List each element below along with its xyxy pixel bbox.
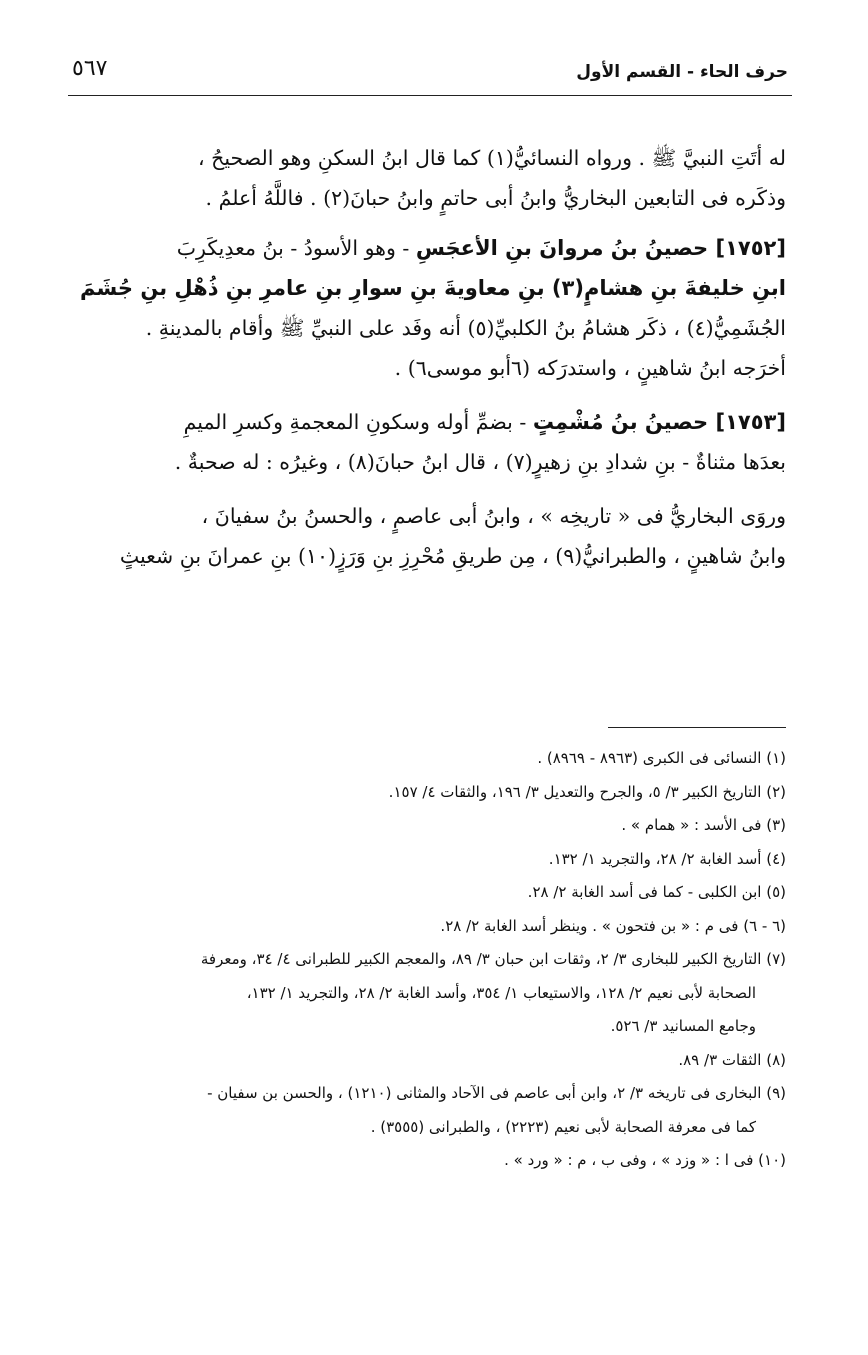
footnote: (١٠) فى ا : « وزد » ، وفى ب ، م : « ورد » . xyxy=(504,1151,786,1169)
entry-heading: [١٧٥٢] حصينُ بنُ مروانَ بنِ الأعجَسِ xyxy=(415,236,786,260)
footnote: (٣) فى الأسد : « همام » . xyxy=(621,816,786,834)
footnote-continuation: الصحابة لأبى نعيم ٢/ ١٢٨، والاستيعاب ١/ ٣٥٤، وأسد الغابة ٢/ ٢٨، والتجريد ١/ ١٣٢، xyxy=(246,983,756,1002)
footnote: (٦ - ٦) فى م : « بن فتحون » . وينظر أسد الغابة ٢/ ٢٨. xyxy=(440,916,786,935)
text-line: وابنُ شاهينٍ ، والطبرانيُّ(٩) ، مِن طريقِ مُحْرِزِ بنِ وَرَزٍ(١٠) بنِ عمرانَ بنِ شعيثٍ xyxy=(119,544,786,568)
footnote: (٩) البخارى فى تاريخه ٣/ ٢، وابن أبى عاصم فى الآحاد والمثانى (١٢١٠) ، والحسن بن سفيان - xyxy=(207,1084,786,1102)
text-line: بعدَها مثناةٌ - بنِ شدادِ بنِ زهيرٍ(٧) ، قال ابنُ حبانَ(٨) ، وغيرُه : له صحبةٌ . xyxy=(174,450,786,474)
entry-1752 xyxy=(78,228,786,388)
main-text xyxy=(78,138,786,576)
page-number: ٥٦٧ xyxy=(72,56,108,81)
footnote-continuation: كما فى معرفة الصحابة لأبى نعيم (٢٢٢٣) ، والطبرانى (٣٥٥٥) . xyxy=(370,1117,756,1136)
entry-first-line xyxy=(78,228,786,268)
entry-1753 xyxy=(78,402,786,482)
footnote: (٨) الثقات ٣/ ٨٩. xyxy=(678,1050,786,1069)
text-line: الجُشَمِيُّ(٤) ، ذكَر هشامُ بنُ الكلبيِّ(٥) أنه وفَد على النبيِّ ﷺ وأقام بالمدينةِ . xyxy=(145,316,786,340)
text-line: وذكَره فى التابعين البخاريُّ وابنُ أبى حاتمٍ وابنُ حبانَ(٢) . فاللَّهُ أعلمُ . xyxy=(205,186,786,210)
running-title: حرف الحاء - القسم الأول xyxy=(576,62,788,82)
entry-text: - بضمِّ أوله وسكونِ المعجمةِ وكسرِ الميمِ xyxy=(183,410,533,434)
footnote: (٢) التاريخ الكبير ٣/ ٥، والجرح والتعديل ٣/ ١٩٦، والثقات ٤/ ١٥٧. xyxy=(388,782,786,801)
footnotes xyxy=(70,742,786,1178)
text-line: ابنِ خليفةَ بنِ هشامٍ(٣) بنِ معاويةَ بنِ سوارِ بنِ عامرِ بنِ ذُهْلِ بنِ جُشَمَ xyxy=(80,276,786,300)
entry-first-line xyxy=(78,402,786,442)
text-line: له أتَتِ النبيَّ ﷺ . ورواه النسائيُّ(١) كما قال ابنُ السكنِ وهو الصحيحُ ، xyxy=(197,146,786,170)
paragraph-intro xyxy=(78,138,786,218)
footnote: (٥) ابن الكلبى - كما فى أسد الغابة ٢/ ٢٨. xyxy=(527,883,786,901)
entry-heading: [١٧٥٣] حصينُ بنُ مُشْمِتٍ xyxy=(532,410,786,434)
footnote: (١) النسائى فى الكبرى (٨٩٦٣ - ٨٩٦٩) . xyxy=(537,749,786,767)
footnote: (٤) أسد الغابة ٢/ ٢٨، والتجريد ١/ ١٣٢. xyxy=(548,849,786,868)
paragraph-narration xyxy=(78,496,786,576)
header-rule xyxy=(68,95,792,96)
entry-text: - وهو الأسودُ - بنُ معدِيكَرِبَ xyxy=(176,236,416,260)
text-line: وروَى البخاريُّ فى « تاريخِه » ، وابنُ أبى عاصمٍ ، والحسنُ بنُ سفيانَ ، xyxy=(201,504,786,528)
page-header xyxy=(68,52,788,96)
footnote-continuation: وجامع المسانيد ٣/ ٥٢٦. xyxy=(610,1017,756,1035)
footnote-separator xyxy=(608,727,786,728)
text-line: أخرَجه ابنُ شاهينٍ ، واستدرَكه (٦أبو موسى٦) . xyxy=(394,356,786,380)
footnote: (٧) التاريخ الكبير للبخارى ٣/ ٢، وثقات ابن حبان ٣/ ٨٩، والمعجم الكبير للطبرانى ٤/ ٣٤، ومعرفة xyxy=(200,950,786,968)
